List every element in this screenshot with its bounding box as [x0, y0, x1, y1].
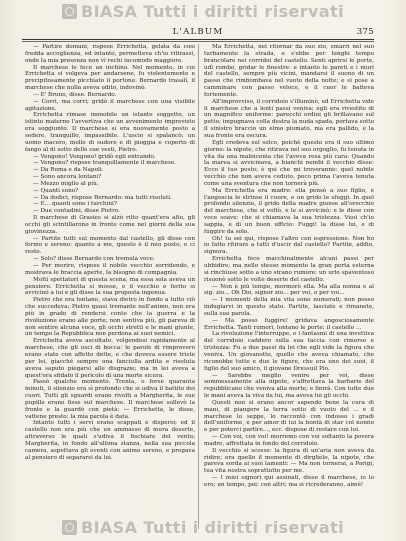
watermark-top	[0, 2, 406, 21]
paragraph: — Ma posso fuggire! gridava angosciosamente Errichetta. Tanti rumori, lontano le porte; il castello ...	[204, 317, 374, 331]
biasa-logo-icon	[62, 4, 77, 19]
column-separator	[198, 44, 199, 529]
paragraph: Ma Errichetta, nel ritornar da suo zio, smarrì nel suo turbamento la strada, e s'ebbe per lunghi tempo brancolare nei corridoi del castello. Senti aprirsi le porte, udì rombo, gridar le finestre: e intanto le pareti e i muri del castello, sempre più vicini, mandarsi il suono di un passo che rimbombava nel vuoto della notte; e si pose a camminare con passo veloce, e il cuor le batteva fortemente.	[204, 44, 374, 98]
paragraph: — Due contadini, disse Pietro.	[33, 208, 121, 215]
paragraph: Egli credeva sul solco, poichè questo era il suo ultimo giorno: la nipote, che ritirava nel suo orgoglio, fu tenuta in vita da una malinconia che l'aveva resa più cara: Quando la marea si avvicinava, a bianchi nembi il vecchio disse: Ecco il tuo posto; è qui che mi troveranno: quel nobile vecchio che non aveva ceduto, poco prima l'aveva tenuta come una sventura che non tornerà più.	[204, 139, 374, 187]
right-column	[204, 44, 374, 529]
running-title: L'ALBUM	[172, 27, 224, 37]
paragraph: La rivoluzione l'interruppe, e i fantasmi di una invettiva del corridoio caddero sulla sua faccia con rimorso e tristezza: Fu a due passi da lei che egli vide la figura che veniva. Un giovanotto, quello che aveva chiamato, che riconobbe tutte e due le figure, che era uno dei suoi, il figlio del suo amico, il giovane Dressuil Pio.	[204, 331, 374, 372]
header-rule-thin	[22, 41, 374, 42]
paragraph: — Partire domani, rispose Errichetta, gelata da così fredda accoglienza, ed intanto, permetteva ch'io ritirassi, onde la mia presenza non vi rechi incomodo maggiore.	[25, 44, 195, 64]
paragraph: — Non è più tempo, mormorò ella. Ma alla nonna e al sig. zio... Oh Dio, signor zio... per voi, o per voi...	[204, 283, 374, 297]
left-column	[25, 44, 195, 529]
paragraph: — Con voi, con voi! morremo con voi soltanto la povera madre, affrettata in fondo del corridoio.	[204, 434, 374, 447]
paragraph: — E' Bruno, disse. Bernardo.	[33, 91, 117, 98]
paragraph: — E... quanti sono i turchini?	[33, 201, 117, 208]
paragraph: — Da dodici, rispose Bernardo: ma tutti risoluti.	[33, 194, 172, 201]
paragraph: Molti spettatori di questa scena, ma essa sola aveva un pensiero. Errichetta si mosse, e il vecchio e ferito si avvicinò a lui e gli disse la sua proposta ingenua.	[25, 276, 195, 297]
paragraph: Intanto tutti i servi erano scappati e dispersi; ed il castello non era più che un ammasso di mura deserte, attraverso le quali s'udiva il fischiare del vento; Margherita, in fondo all'ultima stanza, nella sua piccola camera, aspettava gli eventi con animo sereno, e pregava al pensiero di separarsi da lui.	[25, 420, 195, 461]
paragraph: Errichetta fece macchinalmente alcuni passi per ubbidire; ma nello stesso momento la gran porta esterna si rinchiuse sotto a uno strano rumore: un urlo spaventoso risuonò sotto le volte deserte del castello.	[204, 256, 374, 283]
paragraph: All'improvviso, il corridoio s'illuminò, ed Errichetta vide il marchese che a lenti passi veniva; egli era rivestito di un magnifico uniforme: parecchi ordini gli brillavano sul petto; impugnava colla destra la nuda spada, portava sotto il sinistro braccio un elmo piumato, ma era pallido, e la sua fronte era oscura.	[204, 98, 374, 139]
paragraph: Il marchese di Grasies si alzò ritto quant'era alto, gli occhi gli scintillarono in fronte come nei giorni della sua giovinezza.	[25, 215, 195, 235]
paragraph: Passò qualche momento. Trenta, o forse quaranta minuti, il silenzio era sì profondo che si udiva il battito dei cuori. Tutti gli sguardi erano rivolti a Margherita, le sue pupille erano fisse sul marchese. Il marchese sollevò la fronte e la guardò con pietà: — Errichetta, le disse, vattene presto: la mia parola è data.	[25, 379, 195, 420]
paragraph: Il vecchio si scosse: la figura di un'aria non aveva da ridire; era quello il momento di dirglielo, la nipote, che pareva sorda ai suoi lamenti: — Ma non tornerai, a Parigi, tua vita nostra soprattutto per me.	[204, 447, 374, 475]
paragraph: Pietro che era lontano, stava dietro in fondo a tutto ciò che succedeva; Pietro quasi tremante nell'animo, non era più in grado di rendersi conto che la guerra e la rivoluzione erano alle porte; non sentiva più, gli pareva di non sentire alcuna voce, gli occhi stretti e le mani giunte, un tempo la Repubblica non perdona ai suoi nemici.	[25, 297, 195, 338]
watermark-top-text: BIASA Tutti i diritti riservati	[80, 2, 345, 21]
biasa-logo-icon	[62, 520, 77, 535]
paragraph: — I momenti della mia vita sono numerati; non posso indugiarvi in questo stato. Partite, lasciate e rimanete, sulla sua parola.	[204, 297, 374, 317]
page-number: 375	[356, 27, 374, 37]
paragraph: — Da Roma e da Napoli.	[33, 167, 104, 174]
paragraph: — Quanti sono?	[33, 187, 79, 194]
paragraph: — Sarebbe meglio venire per voi, disse sommessamente alla nipote, s'affrettava la barbarie del repubblicano che veniva alla morte; e finirà. Con tutte due le mani aveva la viva da lui, ma aveva lui gli occhi.	[204, 372, 374, 400]
paragraph: Ma Errichetta era madre: ella pensò a suo figlio, e l'angoscia le strinse il cuore, e un grido le sfuggì. In quel profondo silenzio, il grido della madre giunse all'orecchio del marchese, che si voltò, e le si avvicinò; e le disse con voce soave: che si chiamava la sua tristezza. Vuoi ch'io sappia, e di un buon ufficio: Fuggi! la disse lui, e di fuggire da solo.	[204, 187, 374, 235]
paragraph: Il marchese le fece un inchino. Nel momento, in cui Errichetta si volgeva per andarsene, fu violentemente e precipitosamente picchiato il portone. Bernardo trasalì, il marchese che nulla aveva udito, indovinò.	[25, 64, 195, 92]
watermark-bottom	[0, 518, 406, 537]
paragraph: — Sono ancora lontani?	[33, 174, 102, 181]
page-header	[22, 27, 374, 39]
paragraph: — Solo? disse Bernardo con tremula voce.	[33, 256, 155, 263]
paragraph: — Vengono? rispose tranquillamente il marchese.	[33, 160, 177, 167]
header-rule	[22, 39, 374, 40]
paragraph: — Mezzo miglio al più.	[33, 180, 99, 187]
paragraph: — Vengono! Vengono! gridò egli entrando.	[33, 153, 156, 160]
paragraph: — Partite tutti sul momento dal castello, gli disse con fermo e sereno: quanto a me, questo è il mio posto, e ci resto.	[25, 235, 195, 256]
watermark-bottom-text: BIASA Tutti i diritti riservati	[80, 518, 345, 537]
paragraph: Errichetta rimase immobile un istante soggetto, un istinto materno l'avvertiva che un avvenimento imprevisto era soggiunto. Il marchese si era nuovamente posto a sedere, tranquillo, impassibile. L'uscio si spalancò; un uomo macero, molle di sudore e di pioggia e coperto di fango al di sotto delle sue vesti, Pietro.	[25, 112, 195, 153]
paragraph: Oh! tu sei qui, rispose l'altro con espressione. Non ho io fatto ritirare a tutti d'uscir dal castello? Partite, addio, signora.	[204, 235, 374, 256]
paragraph: — I miei signori qui assinati, disse il marchese, io lo ero; un tempo, poi: con altri; ma si ricrederanno, aimè!	[204, 475, 374, 488]
paragraph: — Per morire, rispose il nobile vecchio sorridendo, e mostrava le braccia aperte, la bisogno di compagnia.	[25, 263, 195, 276]
paragraph: — Corri, ma corri; gridò il marchese con una visibile agitazione.	[25, 98, 195, 112]
paragraph: Questi non si erano ancor sapendo bene la cura di mani, di piangere la terra sotto di vuoto del ... e il marchese lo seppe, lo raccontò con indosso i gradi dell'uniforme, e per amor di lui la bontà di star col nonno e per poterci partire..., ecc. dispose di restare con lui.	[204, 399, 374, 434]
paragraph: Errichetta aveva ascoltato, volgendosi rapidamente al marchese, che gli usci di bocca: le parole di rimprovero erano state con affetto dette, e che doveva essere triste per lei, giacché sempre una fanciulla ardita e risoluta aveva saputo piegarsi alle disgrazie; ma in lei aveva a quest'ora sfidato il pericolo di una morte sicura.	[25, 338, 195, 379]
